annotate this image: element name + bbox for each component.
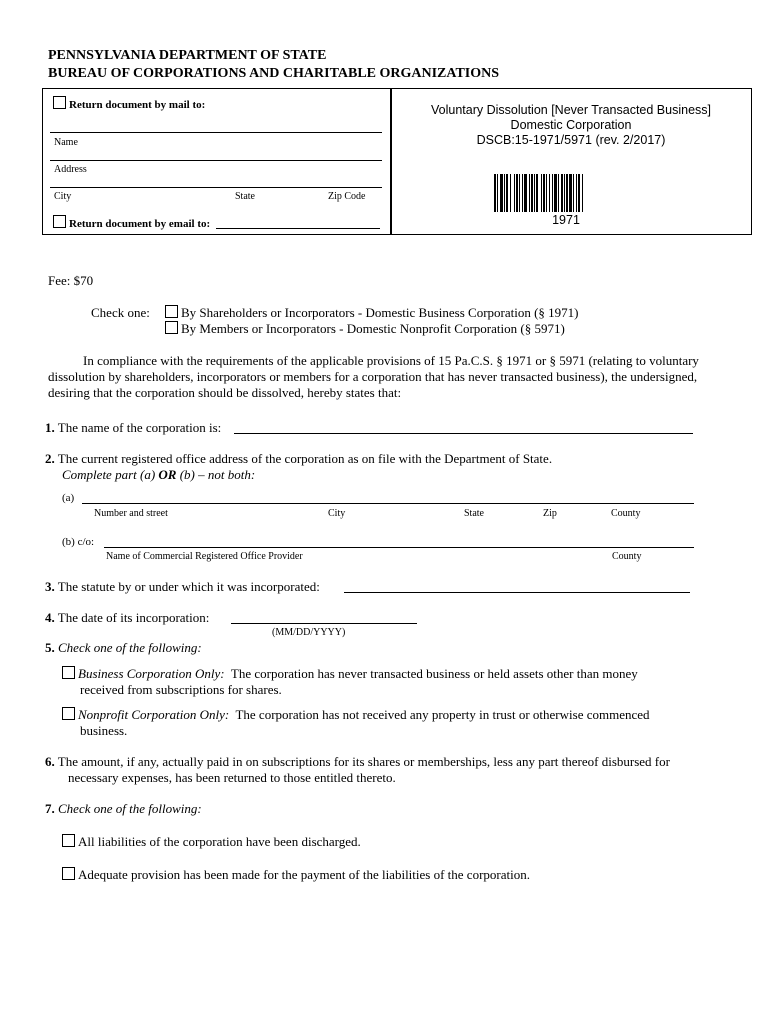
nonprofit-option-label: By Members or Incorporators - Domestic Nonprofit Corporation (§ 5971) — [181, 321, 565, 336]
item-6-number: 6. — [45, 754, 55, 769]
zip-label: Zip Code — [328, 191, 366, 202]
item-5-number: 5. — [45, 640, 55, 655]
part-a-label: (a) — [62, 492, 75, 504]
nonprofit-checkbox[interactable] — [165, 321, 178, 334]
item-3 — [45, 579, 320, 595]
item-4-text: The date of its incorporation: — [57, 610, 210, 625]
form-type: Domestic Corporation — [510, 118, 632, 132]
check-one-label: Check one: — [91, 305, 150, 320]
intro-paragraph: In compliance with the requirements of the applicable provisions of 15 Pa.C.S. § 1971 or § 5971 (relating to voluntary dissolution by shareholders, incorporators or members for a corporation that has never transacted business), the undersigned, desiring that the corporation should be dissolved, hereby states that: — [48, 353, 699, 400]
zip-col-label: Zip — [543, 508, 557, 519]
item-2-text: The current registered office address of the corporation as on file with the Department of State. — [57, 451, 553, 466]
item-6 — [45, 754, 670, 770]
form-identifier — [400, 103, 742, 148]
adequate-provision-checkbox[interactable] — [62, 867, 75, 880]
item-6-text-cont: necessary expenses, has been returned to those entitled thereto. — [68, 770, 396, 785]
business-only-text-cont: received from subscriptions for shares. — [80, 682, 282, 697]
item-3-number: 3. — [45, 579, 55, 594]
business-only-option[interactable] — [62, 666, 638, 682]
item-2 — [45, 451, 552, 467]
city-label: City — [54, 191, 72, 202]
item-4-number: 4. — [45, 610, 55, 625]
item-1-text: The name of the corporation is: — [57, 420, 222, 435]
business-only-text: The corporation has never transacted business or held assets other than money — [230, 666, 638, 681]
business-checkbox[interactable] — [165, 305, 178, 318]
address-field[interactable] — [50, 160, 382, 161]
part-b-label: (b) c/o: — [62, 536, 95, 548]
state-col-label: State — [464, 508, 484, 519]
item-7-number: 7. — [45, 801, 55, 816]
box-divider — [390, 88, 392, 235]
barcode-number: 1971 — [552, 213, 580, 227]
commercial-provider-field[interactable] — [104, 547, 694, 548]
item-1 — [45, 420, 221, 436]
statute-field[interactable] — [344, 592, 690, 593]
state-label: State — [235, 191, 255, 202]
name-label: Name — [54, 137, 78, 148]
return-by-email-option[interactable] — [53, 215, 210, 230]
item-7 — [45, 801, 202, 817]
city-state-zip-field[interactable] — [50, 187, 382, 188]
provider-county-label: County — [612, 551, 642, 562]
name-field[interactable] — [50, 132, 382, 133]
provider-label: Name of Commercial Registered Office Provider — [106, 551, 303, 562]
mail-label: Return document by mail to: — [69, 99, 206, 111]
instruction-or: OR — [158, 467, 177, 482]
bureau-title: BUREAU OF CORPORATIONS AND CHARITABLE ORGANIZATIONS — [48, 66, 500, 81]
business-corporation-option[interactable] — [165, 305, 579, 321]
item-6-text: The amount, if any, actually paid in on subscriptions for its shares or memberships, less any part thereof disbursed for — [57, 754, 670, 769]
item-1-number: 1. — [45, 420, 55, 435]
form-title: Voluntary Dissolution [Never Transacted Business] — [431, 103, 711, 117]
mail-checkbox[interactable] — [53, 96, 66, 109]
email-label: Return document by email to: — [69, 218, 211, 230]
address-label: Address — [54, 164, 87, 175]
item-3-text: The statute by or under which it was incorporated: — [57, 579, 320, 594]
nonprofit-only-checkbox[interactable] — [62, 707, 75, 720]
nonprofit-corporation-option[interactable] — [165, 321, 565, 337]
business-only-label: Business Corporation Only: — [78, 666, 225, 681]
nonprofit-only-label: Nonprofit Corporation Only: — [78, 707, 230, 722]
email-checkbox[interactable] — [53, 215, 66, 228]
department-title: PENNSYLVANIA DEPARTMENT OF STATE — [48, 48, 327, 63]
barcode — [494, 174, 638, 212]
business-option-label: By Shareholders or Incorporators - Domestic Business Corporation (§ 1971) — [181, 305, 579, 320]
fee-text: Fee: $70 — [48, 273, 94, 288]
instruction-part-b: (b) – not both: — [176, 467, 256, 482]
incorporation-date-field[interactable] — [231, 623, 417, 624]
nonprofit-only-option[interactable] — [62, 707, 650, 723]
adequate-provision-label: Adequate provision has been made for the payment of the liabilities of the corporation. — [78, 867, 530, 882]
liabilities-discharged-option[interactable] — [62, 834, 361, 850]
city-col-label: City — [328, 508, 346, 519]
adequate-provision-option[interactable] — [62, 867, 530, 883]
county-col-label: County — [611, 508, 641, 519]
liabilities-discharged-label: All liabilities of the corporation have been discharged. — [78, 834, 361, 849]
date-format-hint: (MM/DD/YYYY) — [272, 627, 346, 638]
form-code: DSCB:15-1971/5971 (rev. 2/2017) — [476, 133, 666, 147]
instruction-part-a: Complete part (a) — [62, 467, 159, 482]
item-5-text: Check one of the following: — [58, 640, 202, 655]
item-5 — [45, 640, 202, 656]
return-by-mail-option[interactable] — [53, 96, 205, 111]
item-2-instruction — [62, 467, 255, 483]
nonprofit-only-text: The corporation has not received any property in trust or otherwise commenced — [235, 707, 650, 722]
liabilities-discharged-checkbox[interactable] — [62, 834, 75, 847]
business-only-checkbox[interactable] — [62, 666, 75, 679]
nonprofit-only-text-cont: business. — [80, 723, 128, 738]
street-label: Number and street — [94, 508, 168, 519]
registered-address-field[interactable] — [82, 503, 694, 504]
item-7-text: Check one of the following: — [58, 801, 202, 816]
email-field[interactable] — [216, 228, 380, 229]
corporation-name-field[interactable] — [234, 433, 693, 434]
item-4 — [45, 610, 209, 626]
item-2-number: 2. — [45, 451, 55, 466]
